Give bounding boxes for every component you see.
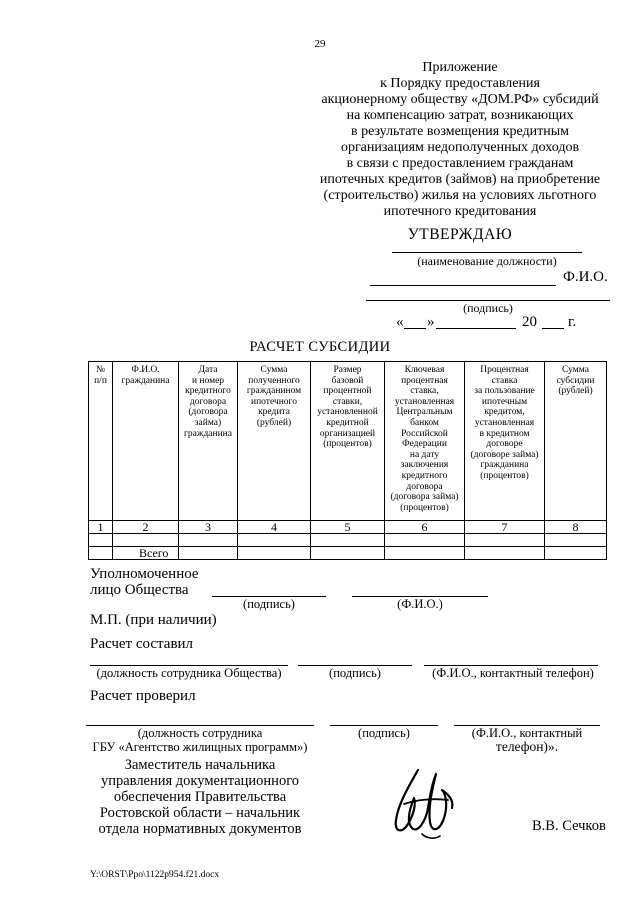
authorized-fio-caption: (Ф.И.О.)	[397, 597, 443, 611]
header-line: и номер	[191, 375, 225, 386]
table-cell	[311, 534, 385, 547]
approval-fio: Ф.И.О.	[563, 269, 608, 285]
table-cell	[238, 547, 311, 560]
authorized-line: Уполномоченное	[90, 566, 199, 582]
header-line: Ключевая	[404, 365, 445, 375]
header-line: процентной	[323, 386, 372, 397]
header-line: п/п	[94, 375, 107, 386]
header-line: Ф.И.О.	[131, 365, 160, 375]
header-line: на дату	[409, 449, 440, 460]
header-line: гражданина	[121, 375, 170, 386]
position-line	[392, 252, 582, 253]
header-line: договоре	[486, 439, 523, 450]
checked-fio-caption-line: (Ф.И.О., контактный	[471, 726, 583, 740]
checked-fio-caption-line: телефон)».	[495, 739, 559, 754]
table-header-row	[89, 362, 607, 521]
table-cell	[545, 547, 607, 560]
column-number: 4	[238, 521, 311, 534]
date-year-line	[542, 328, 564, 329]
subsidy-table	[88, 361, 607, 560]
table-cell	[465, 534, 545, 547]
header-line: (договоре займа)	[470, 449, 539, 460]
table-cell	[89, 547, 113, 560]
header-line: субсидии	[556, 375, 595, 386]
header-line: установленная	[394, 396, 455, 407]
header-cell-subsidy	[545, 362, 607, 521]
fio-line	[370, 285, 556, 286]
checked-position-caption-line: ГБУ «Агентство жилищных программ»)	[92, 740, 308, 754]
column-number: 5	[311, 521, 385, 534]
header-line: (рублей)	[256, 417, 292, 428]
appendix-line: ипотечного кредитования	[383, 204, 537, 219]
header-line: договора	[189, 396, 227, 407]
header-line: Российской	[401, 428, 448, 439]
column-number-row	[89, 521, 607, 534]
header-line: ипотечным	[481, 396, 528, 407]
position-caption: (наименование должности)	[417, 254, 557, 268]
header-line: гражданином	[246, 386, 302, 397]
table-cell	[113, 534, 179, 547]
prepared-position-caption: (должность сотрудника Общества)	[96, 666, 282, 680]
header-line: Сумма	[562, 365, 589, 375]
date-suffix: г.	[568, 314, 577, 330]
table-cell	[385, 547, 465, 560]
header-line: Сумма	[260, 365, 288, 375]
header-line: Центральным	[396, 407, 453, 418]
approval-date	[396, 314, 596, 332]
header-cell-number	[89, 362, 113, 521]
header-cell-key-rate	[385, 362, 465, 521]
signature-caption: (подпись)	[463, 301, 513, 315]
header-line: кредитом,	[484, 407, 525, 418]
signer-position-line: управления документационного	[100, 773, 300, 789]
header-line: установленная	[474, 417, 535, 428]
date-month-line	[436, 328, 516, 329]
header-line: (процентов)	[323, 439, 372, 450]
approval-title: УТВЕРЖДАЮ	[407, 226, 513, 243]
column-number: 6	[385, 521, 465, 534]
header-line: банком	[410, 417, 439, 428]
handwritten-signature	[388, 764, 460, 842]
header-line: установленной	[317, 407, 378, 418]
page-number: 29	[314, 38, 326, 50]
date-day-line	[404, 328, 426, 329]
header-line: (процентов)	[480, 470, 529, 481]
authorized-person-label	[90, 566, 199, 598]
header-line: кредитной	[326, 417, 369, 428]
checked-by-label: Расчет проверил	[90, 688, 196, 704]
header-line: (рублей)	[558, 386, 593, 397]
appendix-line: в результате возмещения кредитным	[350, 124, 570, 139]
header-line: ставка	[491, 375, 518, 386]
header-cell-fio	[113, 362, 179, 521]
header-cell-base-rate	[311, 362, 385, 521]
header-line: гражданина	[184, 428, 232, 439]
total-label: Всего	[113, 547, 179, 560]
header-line: кредита	[258, 407, 290, 418]
appendix-line: организациям недополученных доходов	[340, 140, 580, 155]
signer-position-line: Ростовской области – начальник	[99, 805, 301, 821]
authorized-line: лицо Общества	[90, 582, 189, 598]
signer-position-line: отдела нормативных документов	[98, 821, 302, 837]
header-line: заключения	[400, 460, 449, 471]
date-quote-open: «	[396, 314, 404, 330]
table-cell	[385, 534, 465, 547]
appendix-line: Приложение	[422, 60, 498, 75]
signer-position-line: Заместитель начальника	[124, 757, 276, 773]
header-line: полученного	[248, 375, 300, 386]
appendix-line: ипотечных кредитов (займов) на приобретение	[319, 172, 601, 187]
table-row	[89, 534, 607, 547]
header-cell-loan-amount	[238, 362, 311, 521]
header-line: ипотечного	[251, 396, 297, 407]
appendix-line: акционерному обществу «ДОМ.РФ» субсидий	[321, 92, 599, 107]
header-line: кредитного	[185, 386, 231, 397]
table-cell	[179, 534, 238, 547]
checked-position-caption-line: (должность сотрудника	[137, 726, 263, 740]
table-cell	[238, 534, 311, 547]
header-line: в кредитном	[479, 428, 530, 439]
prepared-fio-caption: (Ф.И.О., контактный телефон)	[432, 666, 594, 680]
header-line: договора	[406, 481, 443, 492]
header-line: Федерации	[402, 439, 447, 450]
header-line: (процентов)	[400, 502, 449, 513]
file-path: Y:\ORST\Ppo\1122p954.f21.docx	[90, 870, 220, 880]
header-line: (договора	[188, 407, 228, 418]
header-line: ставки,	[332, 396, 363, 407]
header-line: за пользование	[474, 386, 535, 397]
column-number: 7	[465, 521, 545, 534]
prepared-signature-caption: (подпись)	[329, 666, 381, 680]
appendix-line: к Порядку предоставления	[380, 76, 540, 91]
table-cell	[465, 547, 545, 560]
prepared-by-label: Расчет составил	[90, 636, 194, 652]
checked-fio-caption	[448, 726, 606, 754]
header-line: кредитного	[401, 470, 448, 481]
header-cell-contract	[179, 362, 238, 521]
signer-position-line: обеспечения Правительства	[113, 789, 287, 805]
header-line: Процентная	[480, 365, 529, 375]
table-cell	[311, 547, 385, 560]
total-row	[89, 547, 607, 560]
header-line: организацией	[319, 428, 376, 439]
date-quote-close: »	[427, 314, 435, 330]
column-number: 3	[179, 521, 238, 534]
checked-signature-caption: (подпись)	[358, 726, 410, 740]
header-line: Дата	[198, 365, 218, 375]
header-line: базовой	[331, 375, 364, 386]
checked-position-caption	[82, 726, 318, 754]
stamp-label: М.П. (при наличии)	[90, 612, 217, 628]
header-line: займа)	[194, 417, 222, 428]
header-line: гражданина	[480, 460, 529, 471]
header-line: Размер	[333, 365, 362, 375]
header-line: №	[95, 365, 106, 375]
appendix-line: (строительство) жилья на условиях льготного	[323, 188, 597, 203]
header-line: ставка,	[410, 386, 439, 397]
document-title: РАСЧЕТ СУБСИДИИ	[249, 339, 391, 355]
table-cell	[89, 534, 113, 547]
column-number: 8	[545, 521, 607, 534]
appendix-line: в связи с предоставлением гражданам	[346, 156, 574, 171]
appendix-header	[300, 60, 620, 220]
column-number: 1	[89, 521, 113, 534]
signer-name: В.В. Сечков	[532, 818, 606, 834]
column-number: 2	[113, 521, 179, 534]
table-cell	[545, 534, 607, 547]
header-cell-loan-rate	[465, 362, 545, 521]
header-line: (договора займа)	[390, 492, 459, 503]
signer-position	[80, 757, 320, 837]
authorized-signature-caption: (подпись)	[243, 597, 295, 611]
table-cell	[179, 547, 238, 560]
date-year: 20	[522, 314, 537, 330]
header-line: процентная	[401, 375, 448, 386]
appendix-line: на компенсацию затрат, возникающих	[346, 108, 574, 123]
